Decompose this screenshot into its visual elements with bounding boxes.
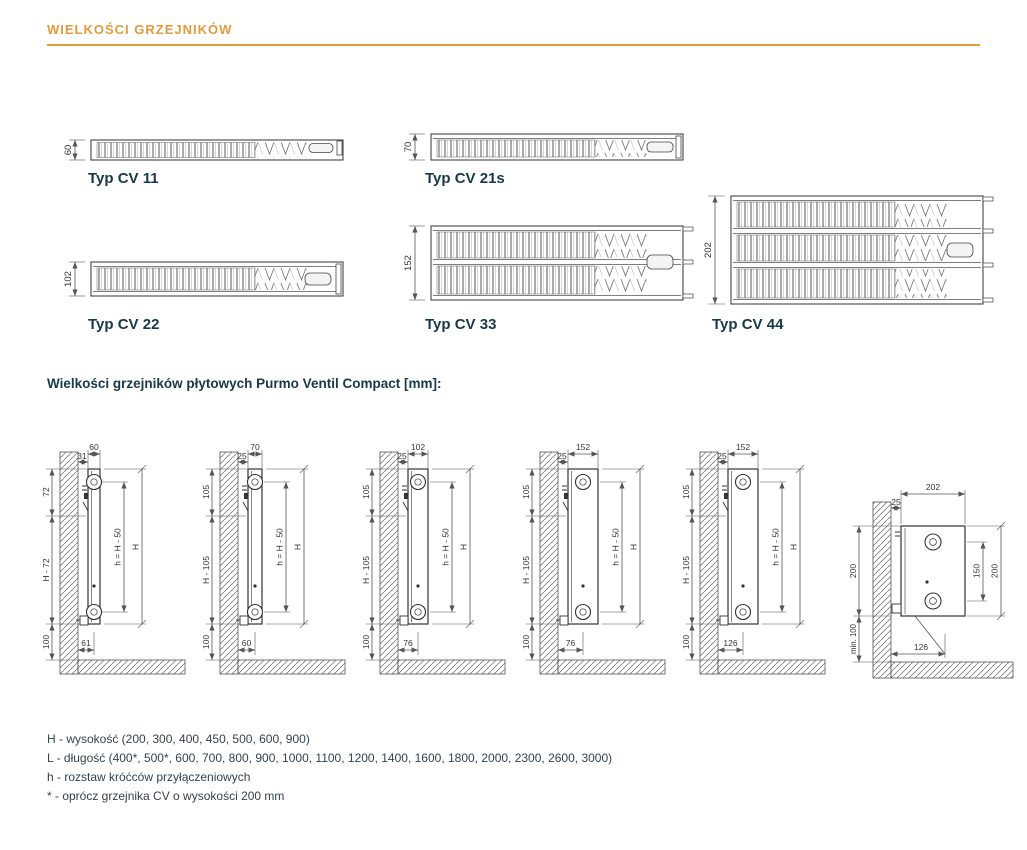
- height-dimension-label: 200: [989, 563, 1000, 579]
- legend: [47, 730, 612, 806]
- bottom-valve: [240, 616, 248, 625]
- wall-gap-dimension-label: 25: [397, 451, 407, 461]
- wall-gap-dimension-label: 25: [891, 497, 901, 507]
- floor-hatch: [558, 660, 665, 674]
- air-vent-circle: [576, 475, 591, 490]
- depth-dimension-label: 60: [89, 442, 99, 452]
- radiator-profile-cv21s: [395, 122, 695, 174]
- height-dimension-label: H: [628, 543, 639, 551]
- detail-view-cv44-h200: [845, 466, 1025, 691]
- depth-dimension-label: 102: [410, 442, 426, 452]
- bottom-offset-dimension-label: 76: [403, 638, 413, 648]
- height-dimension-label: H: [788, 543, 799, 551]
- bottom-valve: [560, 616, 568, 625]
- wall-hatch: [540, 452, 558, 674]
- valve-circle: [248, 605, 263, 620]
- wall-gap-dimension-label: 31: [77, 451, 87, 461]
- wall-hatch: [700, 452, 718, 674]
- radiator-body: [248, 469, 262, 624]
- depth-dimension-label: 152: [575, 442, 591, 452]
- floor-gap-dimension-label: 100: [521, 634, 531, 650]
- side-views-row: [40, 424, 840, 689]
- upper-offset-dimension-label: 72: [41, 487, 51, 497]
- bottom-valve: [80, 616, 88, 625]
- connection-spacing-dimension-label: h = H - 50: [112, 528, 123, 566]
- section-heading: Wielkości grzejników płytowych Purmo Ventil Compact [mm]:: [47, 376, 442, 391]
- legend-line-footnote: * - oprócz grzejnika CV o wysokości 200 mm: [47, 789, 285, 803]
- wall-gap-dimension-label: 25: [237, 451, 247, 461]
- wall-hatch: [873, 502, 891, 678]
- legend-line-length: L - długość (400*, 500*, 600, 700, 800, 900, 1000, 1100, 1200, 1400, 1600, 1800, 2000, 2300, 2600, 3000): [47, 751, 613, 765]
- header-rule: [47, 44, 980, 46]
- bottom-offset-dimension-label: 61: [81, 638, 91, 648]
- min-floor-gap-dimension-label: min. 100: [849, 624, 858, 654]
- side-view-diagram-4: [520, 424, 680, 689]
- depth-dimension-label: 70: [403, 141, 414, 153]
- connection-spacing-dimension-label: h = H - 50: [610, 528, 621, 566]
- air-vent-circle: [87, 475, 102, 490]
- radiator-profile-cv22: [55, 252, 355, 310]
- floor-hatch: [891, 662, 1013, 678]
- depth-dimension-label: 102: [63, 271, 74, 287]
- type-label-cv21s: Typ CV 21s: [425, 170, 505, 187]
- connection-spacing-dimension-label: h = H - 50: [274, 528, 285, 566]
- wall-gap-dimension-label: 25: [717, 451, 727, 461]
- bottom-valve: [400, 616, 408, 625]
- air-vent-circle: [411, 475, 426, 490]
- legend-line-height: H - wysokość (200, 300, 400, 450, 500, 600, 900): [47, 732, 310, 746]
- height-dimension-label: H: [130, 543, 141, 551]
- valve-circle: [925, 593, 941, 609]
- wall-hatch: [60, 452, 78, 674]
- depth-dimension-label: 152: [735, 442, 751, 452]
- valve-circle: [576, 605, 591, 620]
- upper-offset-dimension-label: 105: [361, 484, 371, 500]
- radiator-body: [408, 469, 428, 624]
- type-label-cv11: Typ CV 11: [88, 170, 159, 187]
- side-view-diagram-1: [40, 424, 200, 689]
- wall-gap-dimension-label: 25: [557, 451, 567, 461]
- floor-gap-dimension-label: 100: [201, 634, 211, 650]
- floor-gap-dimension-label: 100: [681, 634, 691, 650]
- floor-hatch: [718, 660, 825, 674]
- mid-offset-dimension-label: H - 105: [361, 556, 371, 584]
- type-label-cv22: Typ CV 22: [88, 316, 160, 333]
- valve-circle: [87, 605, 102, 620]
- valve-circle: [736, 605, 751, 620]
- height-dimension-label: H: [292, 543, 303, 551]
- depth-dimension-label: 202: [703, 242, 714, 258]
- bottom-offset-dimension-label: 76: [565, 638, 576, 648]
- upper-offset-dimension-label: 105: [201, 484, 211, 500]
- connection-spacing-dimension-label: 150: [971, 563, 982, 579]
- radiator-profile-cv33: [395, 218, 695, 310]
- mid-offset-dimension-label: H - 72: [41, 558, 51, 582]
- bottom-valve: [720, 616, 728, 625]
- valve-circle: [411, 605, 426, 620]
- side-view-diagram-3: [360, 424, 520, 689]
- air-vent-circle: [736, 475, 751, 490]
- upper-offset-dimension-label: 105: [521, 484, 531, 500]
- upper-offset-dimension-label: 105: [681, 484, 691, 500]
- radiator-body: [728, 469, 758, 624]
- wall-hatch: [220, 452, 238, 674]
- bottom-offset-dimension-label: 60: [241, 638, 252, 648]
- air-vent-circle: [248, 475, 263, 490]
- mid-offset-dimension-label: H - 105: [521, 556, 531, 584]
- side-view-diagram-2: [200, 424, 360, 689]
- type-label-cv33: Typ CV 33: [425, 316, 497, 333]
- connection-spacing-dimension-label: h = H - 50: [770, 528, 781, 566]
- floor-gap-dimension-label: 100: [361, 634, 371, 650]
- air-vent-circle: [925, 534, 941, 550]
- floor-hatch: [398, 660, 505, 674]
- floor-hatch: [238, 660, 345, 674]
- height-dimension-label: H: [458, 543, 469, 551]
- radiator-body: [568, 469, 598, 624]
- depth-dimension-label: 60: [63, 144, 74, 156]
- bottom-valve: [892, 604, 901, 613]
- legend-line-connection-spacing: h - rozstaw króćców przyłączeniowych: [47, 770, 251, 784]
- bottom-offset-dimension-label: 126: [913, 642, 929, 652]
- radiator-profile-cv11: [55, 126, 355, 174]
- floor-hatch: [78, 660, 185, 674]
- type-label-cv44: Typ CV 44: [712, 316, 784, 333]
- floor-gap-dimension-label: 100: [41, 634, 51, 650]
- radiator-profile-cv44: [695, 188, 995, 314]
- wall-hatch: [380, 452, 398, 674]
- connection-spacing-dimension-label: h = H - 50: [440, 528, 451, 566]
- radiator-body: [88, 469, 100, 624]
- depth-dimension-label: 152: [403, 255, 414, 271]
- mid-offset-dimension-label: H - 105: [681, 556, 691, 584]
- bottom-offset-dimension-label: 126: [723, 638, 738, 648]
- radiator-height-dimension-label: 200: [848, 563, 858, 579]
- mid-offset-dimension-label: H - 105: [201, 556, 211, 584]
- depth-dimension-label: 70: [250, 442, 260, 452]
- side-view-diagram-5: [680, 424, 840, 689]
- depth-dimension-label: 202: [925, 482, 941, 492]
- page-title: WIELKOŚCI GRZEJNIKÓW: [47, 22, 233, 37]
